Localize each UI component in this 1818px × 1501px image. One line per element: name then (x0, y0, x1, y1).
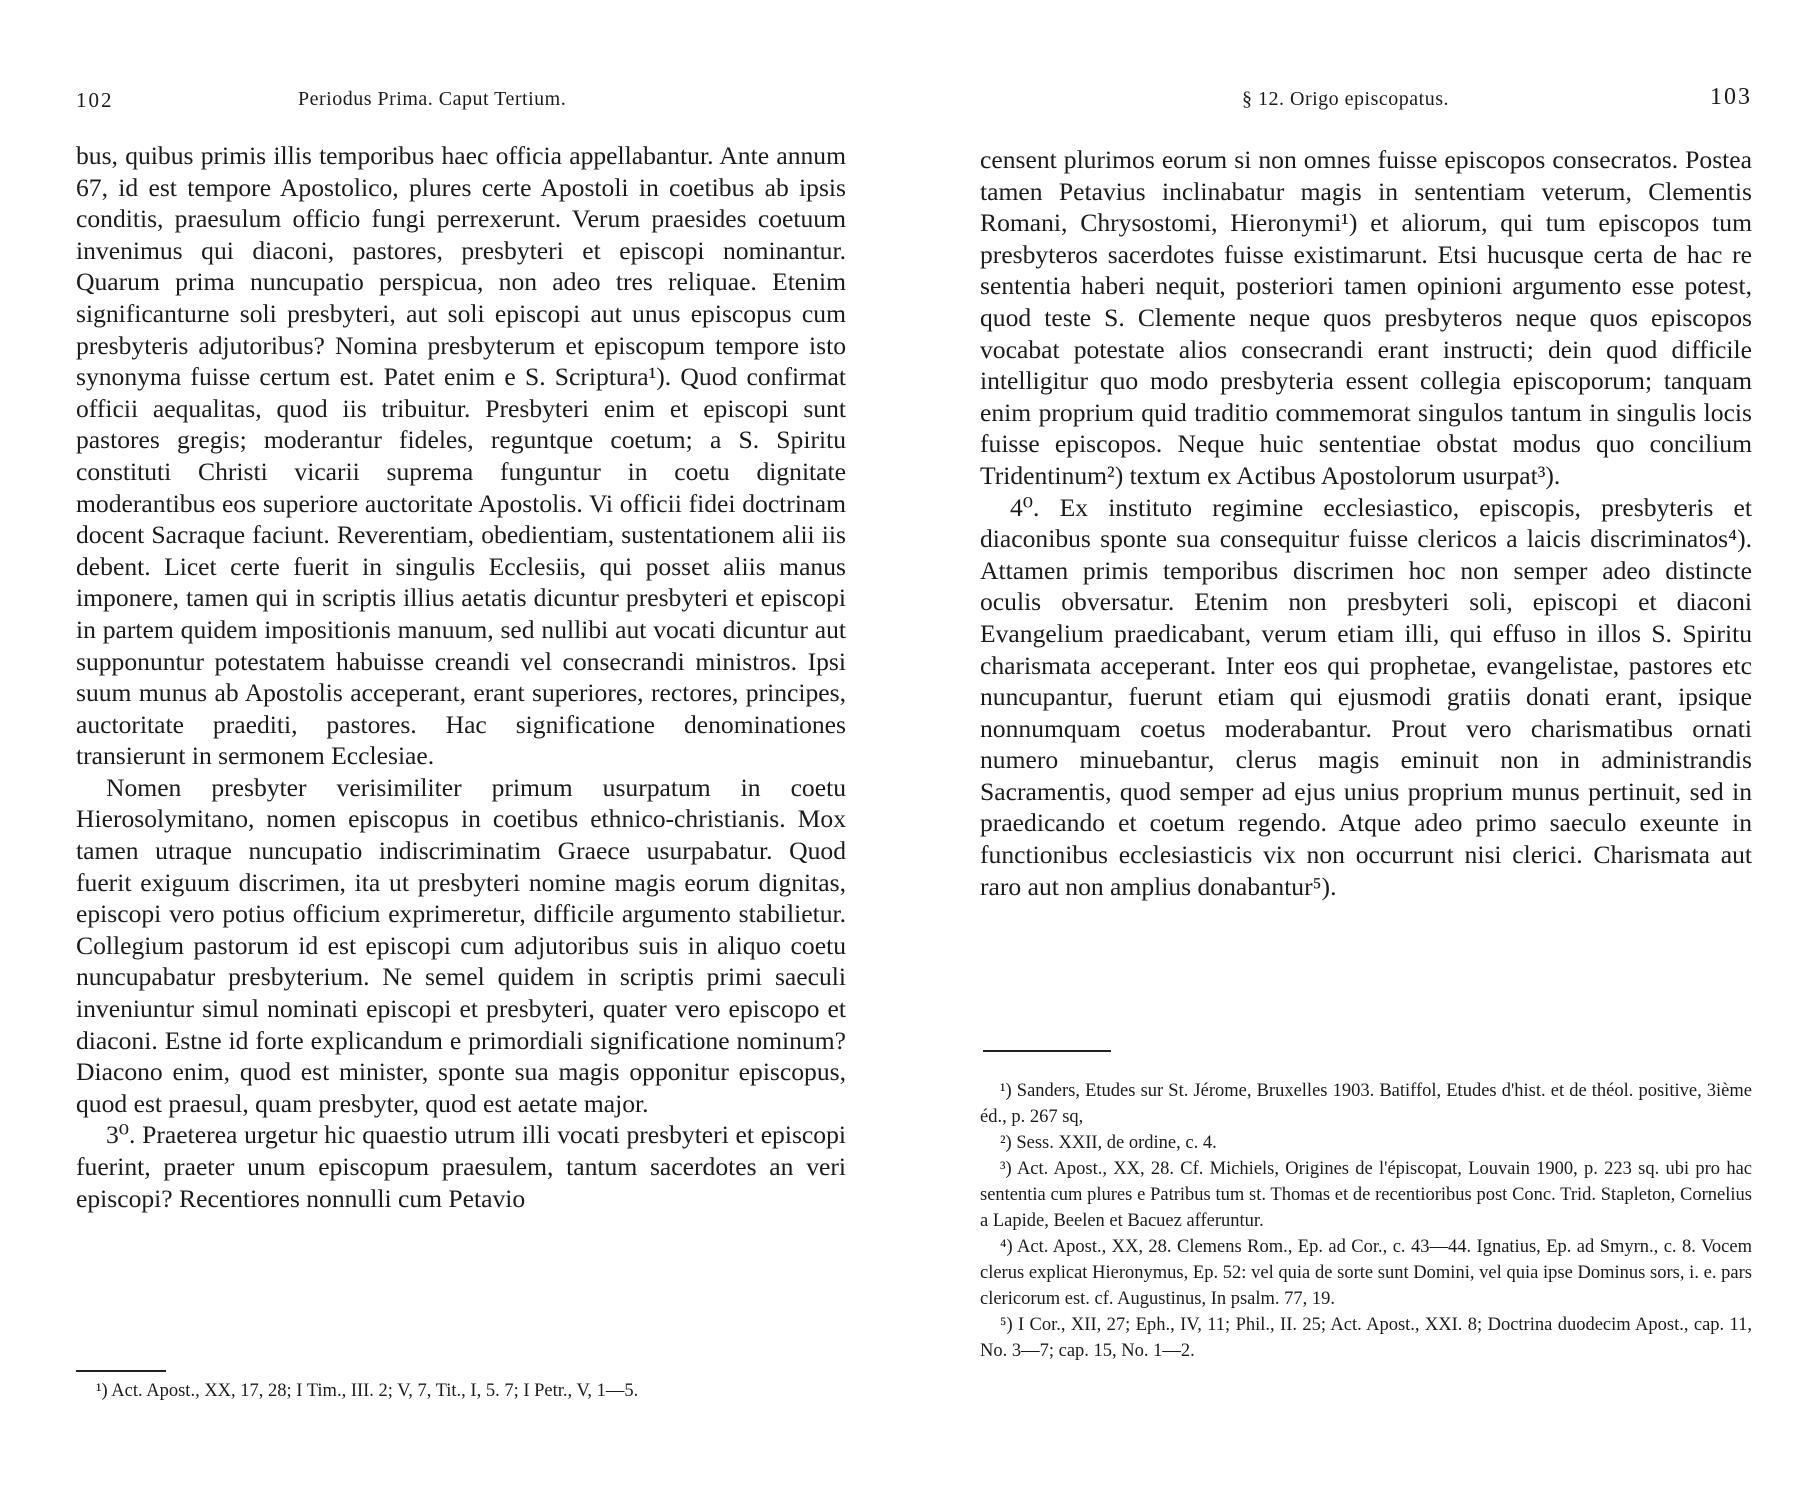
right-footnote-4: ⁴) Act. Apost., XX, 28. Clemens Rom., Ep. ad Cor., c. 43—44. Ignatius, Ep. ad Smyrn., c. 8. Vocem clerus explicat Hieronymus, Ep. 52: vel quia de sorte sunt Domini, vel quia ipse Dominus sors, i. e. pars clericorum est. cf. Augustinus, In psalm. 77, 19. (980, 1237, 1752, 1309)
right-footnote-5: ⁵) I Cor., XII, 27; Eph., IV, 11; Phil., II. 25; Act. Apost., XXI. 8; Doctrina duodecim Apost., cap. 11, No. 3—7; cap. 15, No. 1—2. (980, 1315, 1752, 1361)
left-paragraph-1: bus, quibus primis illis temporibus haec officia appellabantur. Ante annum 67, id est tempore Apostolico, plures certe Apostoli in coetibus ab ipsis conditis, praesulum officio fungi perrexerunt. Verum praesides coetuum invenimus qui diaconi, pastores, presbyteri et episcopi nominantur. Quarum prima nuncupatio perspicua, non adeo tres reliquae. Etenim significanturne soli presbyteri, aut soli episcopi aut unus episcopus cum presbyteris adjutoribus? Nomina presbyterum et episcopum tempore isto synonyma fuisse certum est. Patet enim e S. Scriptura¹). Quod confirmat officii aequalitas, quod iis tribuitur. Presbyteri enim et episcopi sunt pastores gregis; moderantur fideles, reguntque coetum; a S. Spiritu constituti Christi vicarii suprema funguntur in coetu dignitate moderantibus eos superiore auctoritate Apostolis. Vi officii fidei doctrinam docent Sacraque faciunt. Reverentiam, obedientiam, sustentationem alii iis debent. Licet certe fuerit in singulis Ecclesiis, qui posset aliis manus imponere, tamen qui in scriptis illius aetatis dicuntur presbyteri et episcopi in partem quidem impositionis manuum, sed nullibi aut vocati dicuntur aut supponuntur potestatem habuisse creandi vel consecrandi ministros. Ipsi suum munus ab Apostolis acceperant, erant superiores, rectores, principes, auctoritate praediti, pastores. Hac significatione denominationes transierunt in sermonem Ecclesiae. (76, 141, 846, 771)
left-page-number: 102 (76, 88, 114, 112)
left-paragraph-3: 3⁰. Praeterea urgetur hic quaestio utrum illi vocati presbyteri et episcopi fuerint, praeter unum episcopum praesulem, tantum sacerdotes an veri episcopi? Recentiores nonnulli cum Petavio (76, 1120, 846, 1213)
right-running-title: § 12. Origo episcopatus. (1242, 88, 1449, 110)
left-page (76, 0, 846, 1501)
right-body-text (980, 144, 1752, 902)
right-footnote-rule (983, 1050, 1111, 1052)
left-footnote-rule (76, 1370, 166, 1372)
left-footnote-1: ¹) Act. Apost., XX, 17, 28; I Tim., III. 2; V, 7, Tit., I, 5. 7; I Petr., V, 1—5. (96, 1381, 639, 1401)
right-footnote-1: ¹) Sanders, Etudes sur St. Jérome, Bruxelles 1903. Batiffol, Etudes d'hist. et de théol. positive, 3ième éd., p. 267 sq, (980, 1081, 1752, 1127)
right-page (980, 0, 1752, 1501)
left-body-text (76, 140, 846, 1214)
left-running-head (76, 88, 846, 118)
left-footnotes (76, 1378, 846, 1404)
right-paragraph-2: 4⁰. Ex instituto regimine ecclesiastico, episcopis, presbyteris et diaconibus sponte sua consequitur fuisse clericos a laicis discriminatos⁴). Attamen primis temporibus discrimen hoc non semper adeo distincte oculis obversatur. Etenim non presbyteri soli, episcopi et diaconi Evangelium praedicabant, verum etiam illi, qui effuso in illos S. Spiritu charismata acceperant. Inter eos qui prophetae, evangelistae, pastores etc nuncupantur, fuerunt etiam qui ejusmodi gratiis donati erant, ipsique nonnumquam coetus moderabantur. Prout vero charismatibus ornati numero minuebantur, clerus magis eminuit non in administrandis Sacramentis, quod semper ad ejus unius proprium munus pertinuit, sed in praedicando et coetum regendo. Atque adeo primo saeculo exeunte in functionibus ecclesiasticis vix non occurrunt nisi clerici. Charismata aut raro aut non amplius donabantur⁵). (980, 492, 1752, 901)
left-paragraph-2: Nomen presbyter verisimiliter primum usurpatum in coetu Hierosolymitano, nomen episcopus in coetibus ethnico-christianis. Mox tamen utraque nuncupatio indiscriminatim Graece usurpabatur. Quod fuerit exiguum discrimen, ita ut presbyteri nomine magis eorum dignitas, episcopi vero potius officium exprimeretur, difficile argumento stabilietur. Collegium pastorum id est episcopi cum adjutoribus suis in aliquo coetu nuncupabatur presbyterium. Ne semel quidem in scriptis primi saeculi inveniuntur simul nominati episcopi et presbyteri, quater vero episcopo et diaconi. Estne id forte explicandum e primordiali significatione nominum? Diacono enim, quod est minister, sponte sua magis opponitur episcopus, quod est praesul, quam presbyter, quod est aetate major. (76, 772, 846, 1118)
right-footnotes (980, 1078, 1752, 1364)
right-running-head (980, 84, 1752, 118)
right-footnote-2: ²) Sess. XXII, de ordine, c. 4. (1000, 1133, 1217, 1153)
right-page-number: 103 (1710, 84, 1752, 110)
right-footnote-3: ³) Act. Apost., XX, 28. Cf. Michiels, Origines de l'épiscopat, Louvain 1900, p. 223 sq. ubi pro hac sententia cum plures e Patribus tum st. Thomas et de recentioribus post Conc. Trid. Stapleton, Cornelius a Lapide, Beelen et Bacuez afferuntur. (980, 1159, 1752, 1231)
right-paragraph-1: censent plurimos eorum si non omnes fuisse episcopos consecratos. Postea tamen Petavius inclinabatur magis in sententiam veterum, Clementis Romani, Chrysostomi, Hieronymi¹) et aliorum, qui tum episcopos tum presbyteros sacerdotes fuisse existimarunt. Etsi hucusque certa de hac re sententia haberi nequit, posteriori tamen opinioni argumento esse potest, quod teste S. Clemente neque quos presbyteros neque quos episcopos vocabat potestate alios consecrandi erant instructi; dein quod difficile intelligitur quo modo presbyteria essent collegia episcoporum; tanquam enim proprium quid traditio commemorat singulos tantum in singulis locis fuisse episcopos. Neque huic sententiae obstat modus quo concilium Tridentinum²) textum ex Actibus Apostolorum usurpat³). (980, 145, 1752, 490)
left-running-title: Periodus Prima. Caput Tertium. (298, 88, 567, 110)
